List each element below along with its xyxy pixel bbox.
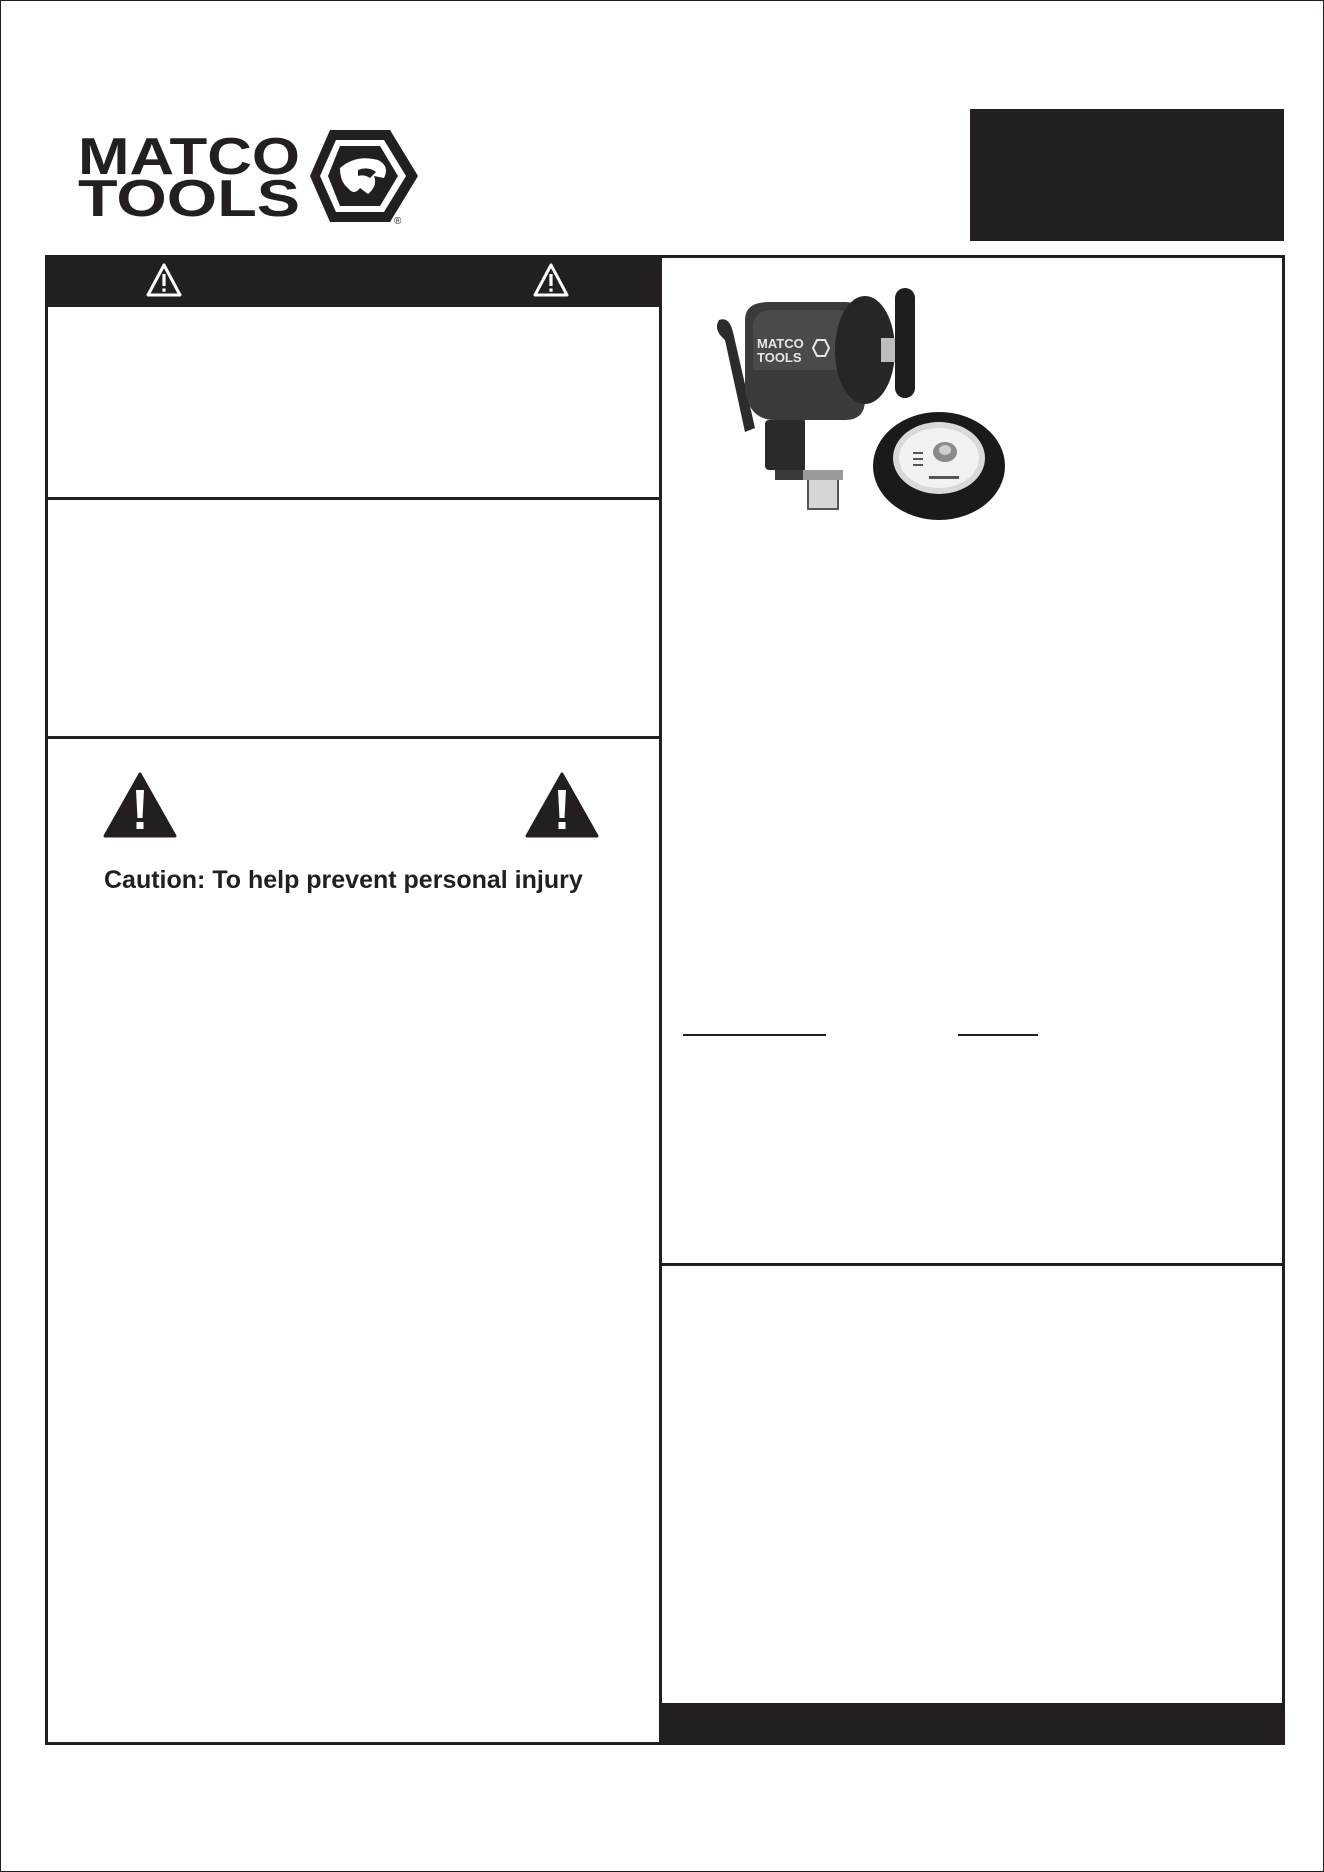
backing-pad (873, 412, 1005, 520)
caution-triangle-icon (525, 772, 599, 838)
registered-mark: ® (394, 216, 402, 226)
caution-triangle-icon (103, 772, 177, 838)
content-frame (45, 255, 1285, 1745)
section-divider (662, 1263, 1285, 1266)
logo-line-1: MATCO (78, 128, 300, 186)
header-title-box (970, 109, 1284, 241)
product-photo (705, 280, 1005, 520)
logo-line-2: TOOLS (78, 170, 300, 226)
caution-statement: Caution: To help prevent personal injury (104, 866, 583, 894)
column-divider (659, 255, 662, 1745)
hex-logo-icon (310, 130, 418, 222)
section-divider (45, 497, 662, 500)
underline-rule (683, 1034, 826, 1036)
footer-bar (662, 1703, 1285, 1745)
section-divider (45, 736, 662, 739)
matco-tools-logo (78, 126, 418, 226)
tool-label-line-2: TOOLS (757, 350, 802, 365)
warning-triangle-icon (145, 262, 183, 298)
underline-rule (958, 1034, 1038, 1036)
warning-triangle-icon (532, 262, 570, 298)
tool-label-line-1: MATCO (757, 336, 804, 351)
